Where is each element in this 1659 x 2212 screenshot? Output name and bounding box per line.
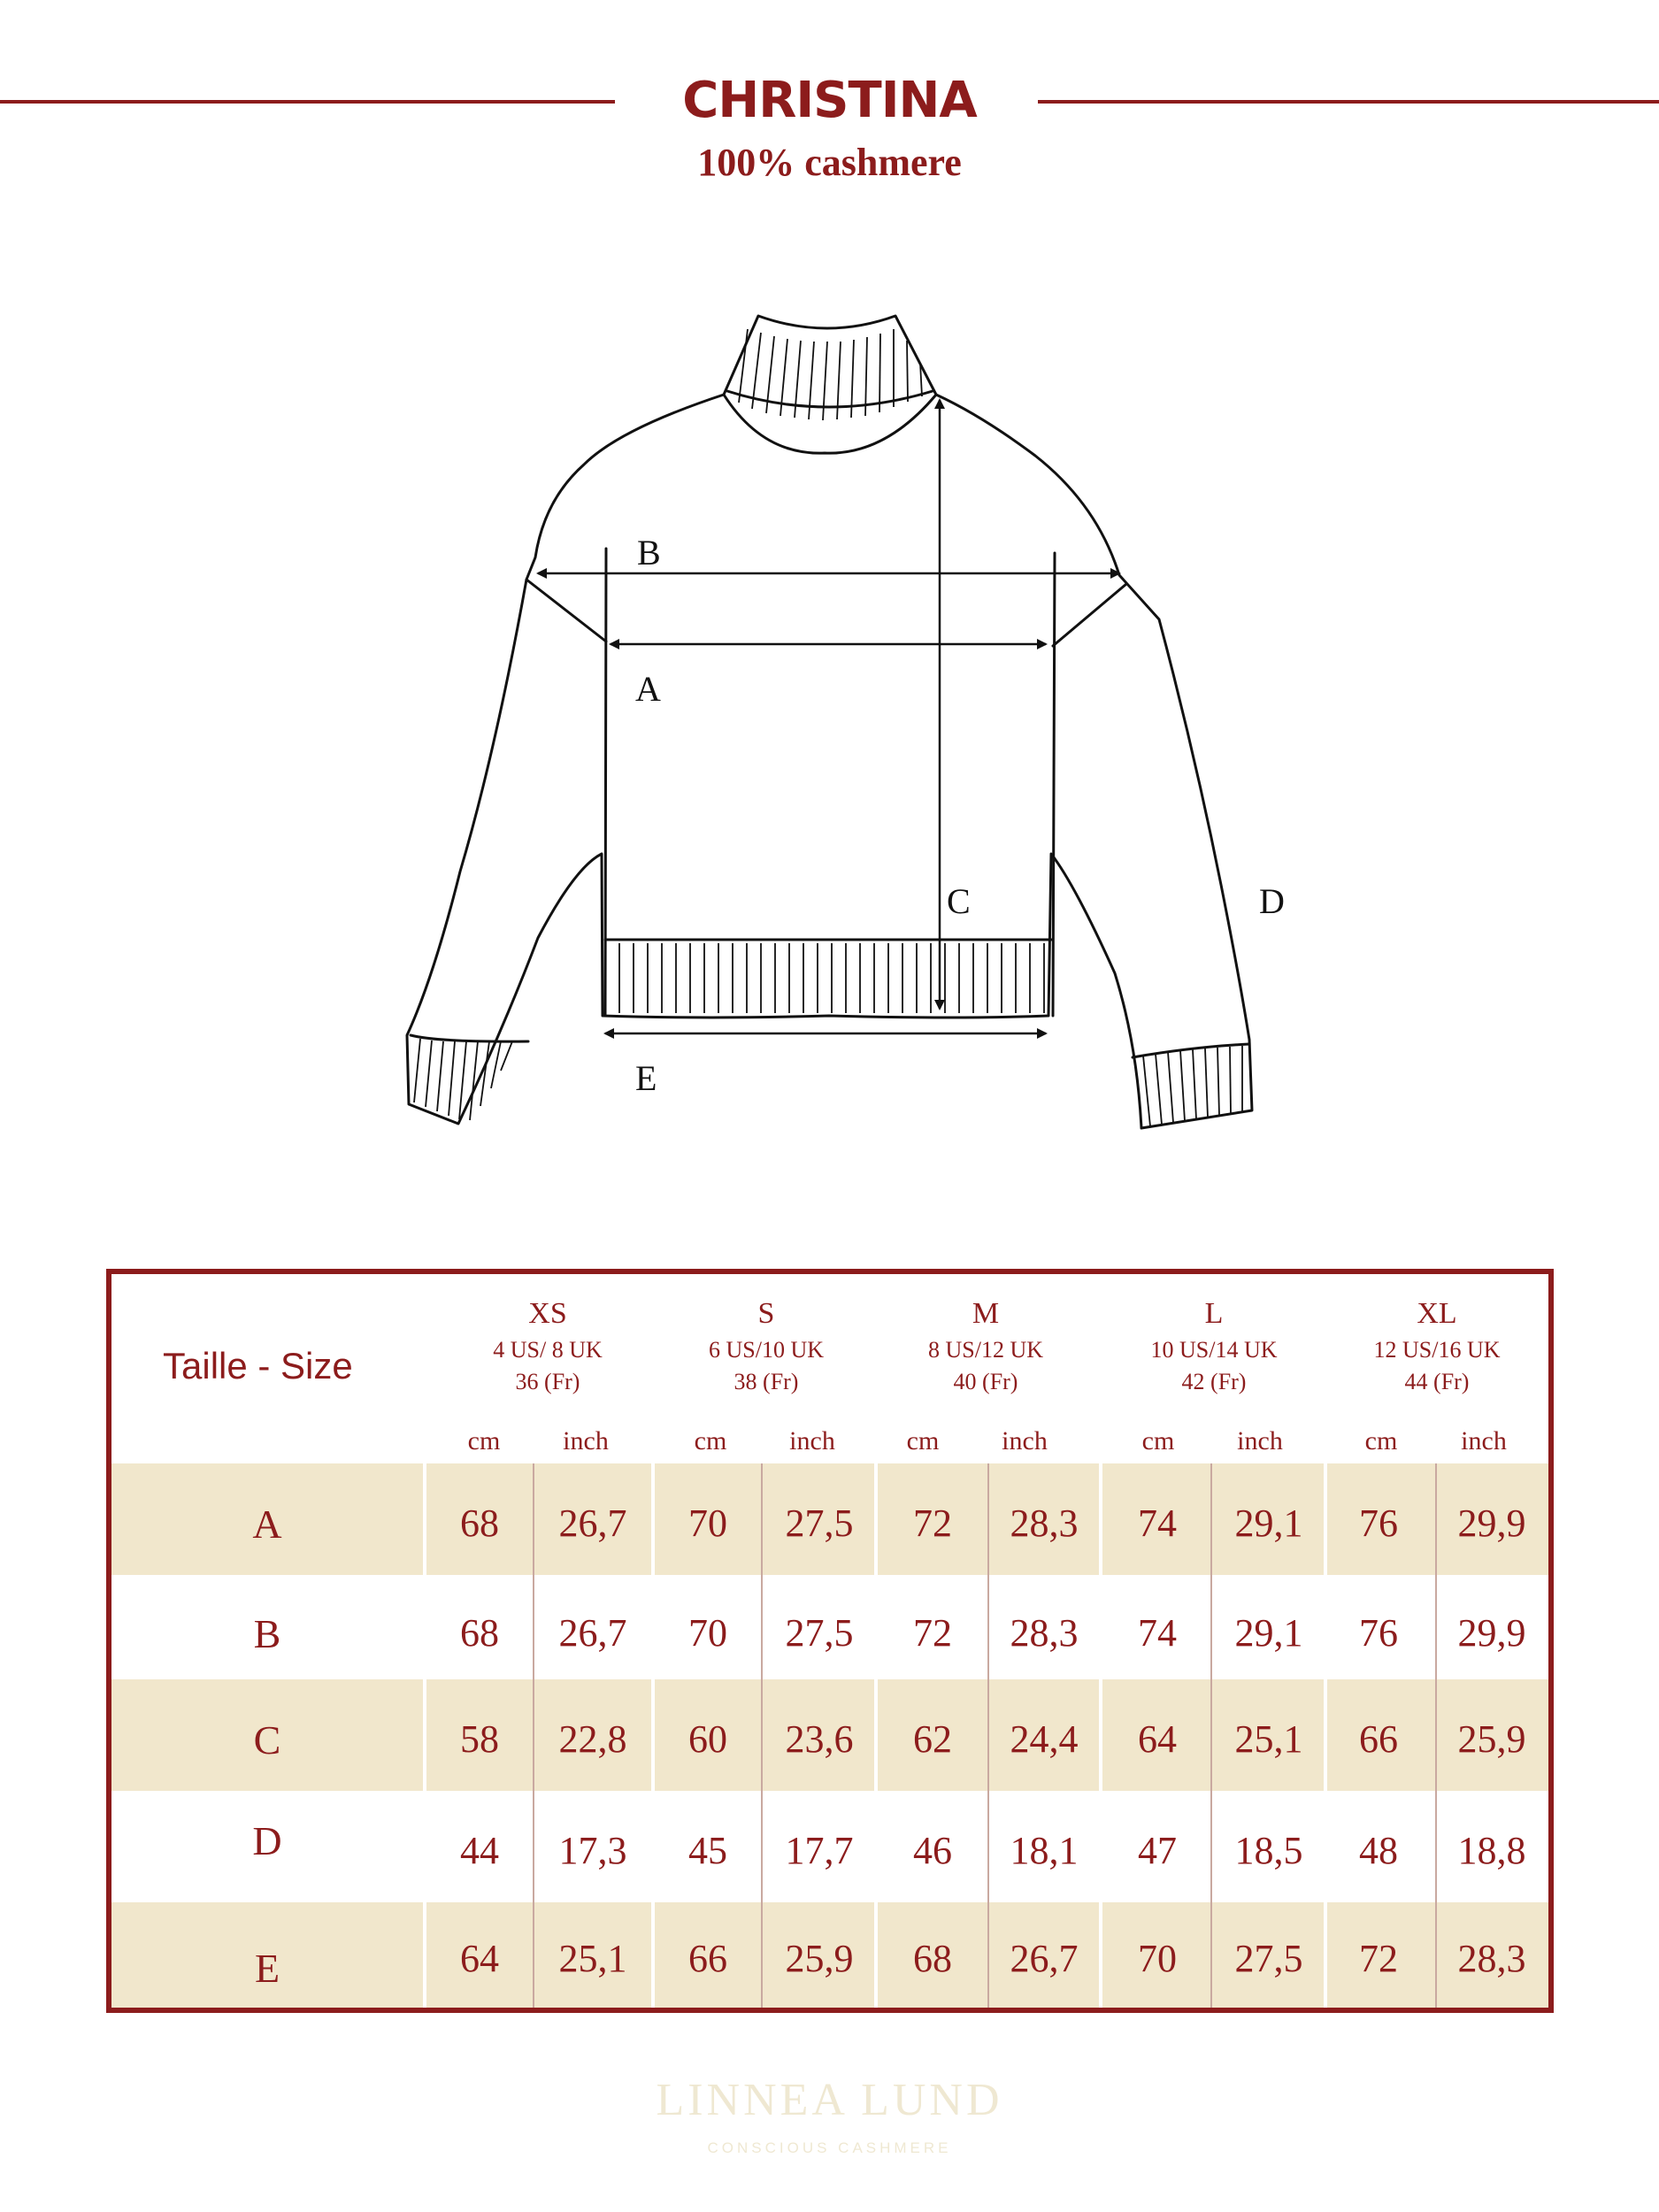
collar-fold bbox=[727, 391, 933, 407]
side-seam-right bbox=[1053, 553, 1055, 1016]
table-row bbox=[111, 1463, 1548, 1575]
size-conversion-fr: 44 (Fr) bbox=[1404, 1369, 1470, 1394]
measure-cell: 26,7 bbox=[1010, 1937, 1079, 1980]
armhole-right bbox=[1053, 584, 1126, 646]
measure-cell: 48 bbox=[1359, 1829, 1398, 1872]
measure-cell: 22,8 bbox=[558, 1717, 627, 1761]
size-conversion-fr: 40 (Fr) bbox=[953, 1369, 1018, 1394]
size-conversion-us-uk: 8 US/12 UK bbox=[927, 1337, 1043, 1363]
measure-cell: 29,1 bbox=[1234, 1502, 1303, 1545]
size-name: XL bbox=[1417, 1297, 1457, 1330]
measure-cell: 66 bbox=[1359, 1717, 1398, 1761]
measure-cell: 45 bbox=[688, 1829, 727, 1872]
measure-cell: 28,3 bbox=[1010, 1611, 1079, 1655]
measure-cell: 24,4 bbox=[1010, 1717, 1079, 1761]
brand-logo: LINNEA LUND bbox=[656, 2075, 1003, 2125]
size-conversion-us-uk: 6 US/10 UK bbox=[708, 1337, 824, 1363]
size-name: XS bbox=[528, 1297, 567, 1330]
product-material: 100% cashmere bbox=[697, 141, 962, 184]
cuff-left-top bbox=[411, 1035, 528, 1041]
ribbing-lines bbox=[414, 329, 1242, 1126]
unit-inch: inch bbox=[1002, 1426, 1048, 1455]
size-header-l bbox=[1103, 1299, 1325, 1398]
size-conversion-us-uk: 12 US/16 UK bbox=[1373, 1337, 1501, 1363]
measure-cell: 25,1 bbox=[1234, 1717, 1303, 1761]
measure-cell: 23,6 bbox=[785, 1717, 854, 1761]
measure-cell: 68 bbox=[913, 1937, 952, 1980]
measure-cell: 17,3 bbox=[558, 1829, 627, 1872]
measure-cell: 70 bbox=[688, 1502, 727, 1545]
size-header-m bbox=[875, 1299, 1096, 1398]
size-column-title: Taille - Size bbox=[163, 1345, 353, 1386]
row-label: A bbox=[252, 1502, 282, 1547]
measure-cell: 68 bbox=[460, 1611, 499, 1655]
measure-cell: 72 bbox=[913, 1611, 952, 1655]
measure-cell: 26,7 bbox=[558, 1611, 627, 1655]
measure-cell: 26,7 bbox=[558, 1502, 627, 1545]
table-row bbox=[111, 1679, 1548, 1791]
size-conversion-fr: 36 (Fr) bbox=[515, 1369, 580, 1394]
measure-cell: 62 bbox=[913, 1717, 952, 1761]
measure-cell: 29,1 bbox=[1234, 1611, 1303, 1655]
measure-cell: 74 bbox=[1138, 1611, 1177, 1655]
measure-cell: 76 bbox=[1359, 1611, 1398, 1655]
size-header-s bbox=[656, 1299, 877, 1398]
measure-cell: 18,1 bbox=[1010, 1829, 1079, 1872]
measure-cell: 58 bbox=[460, 1717, 499, 1761]
row-label: D bbox=[252, 1818, 282, 1863]
measure-cell: 27,5 bbox=[785, 1611, 854, 1655]
row-label: B bbox=[253, 1611, 281, 1656]
measure-cell: 17,7 bbox=[785, 1829, 854, 1872]
unit-cm: cm bbox=[1364, 1426, 1398, 1455]
measure-cell: 64 bbox=[460, 1937, 499, 1980]
unit-cm: cm bbox=[1141, 1426, 1175, 1455]
unit-cm: cm bbox=[906, 1426, 940, 1455]
unit-inch: inch bbox=[1461, 1426, 1507, 1455]
measure-cell: 25,9 bbox=[1457, 1717, 1526, 1761]
measure-cell: 64 bbox=[1138, 1717, 1177, 1761]
measure-cell: 47 bbox=[1138, 1829, 1177, 1872]
measure-cell: 72 bbox=[913, 1502, 952, 1545]
product-title: CHRISTINA bbox=[682, 72, 977, 129]
unit-inch: inch bbox=[563, 1426, 609, 1455]
size-name: M bbox=[972, 1297, 1000, 1330]
table-row bbox=[111, 1791, 1548, 1902]
armhole-left bbox=[526, 580, 606, 641]
dimension-label-a: A bbox=[635, 669, 661, 709]
measure-cell: 28,3 bbox=[1457, 1937, 1526, 1980]
dimension-label-c: C bbox=[947, 881, 971, 921]
measure-cell: 70 bbox=[688, 1611, 727, 1655]
dimension-label-e: E bbox=[635, 1058, 657, 1098]
unit-cm: cm bbox=[467, 1426, 501, 1455]
measure-cell: 29,9 bbox=[1457, 1611, 1526, 1655]
size-conversion-fr: 42 (Fr) bbox=[1181, 1369, 1247, 1394]
measure-cell: 28,3 bbox=[1010, 1502, 1079, 1545]
measure-cell: 25,9 bbox=[785, 1937, 854, 1980]
dimension-label-d: D bbox=[1259, 881, 1285, 921]
row-label: E bbox=[254, 1946, 280, 1991]
measure-cell: 18,8 bbox=[1457, 1829, 1526, 1872]
unit-inch: inch bbox=[789, 1426, 835, 1455]
table-row bbox=[111, 1902, 1548, 2008]
table-row bbox=[111, 1575, 1548, 1679]
measure-cell: 27,5 bbox=[785, 1502, 854, 1545]
unit-inch: inch bbox=[1237, 1426, 1283, 1455]
measure-cell: 68 bbox=[460, 1502, 499, 1545]
measure-cell: 70 bbox=[1138, 1937, 1177, 1980]
measure-cell: 27,5 bbox=[1234, 1937, 1303, 1980]
body-outline bbox=[407, 395, 1252, 1128]
measure-cell: 76 bbox=[1359, 1502, 1398, 1545]
row-label: C bbox=[253, 1717, 281, 1763]
measure-cell: 72 bbox=[1359, 1937, 1398, 1980]
brand-tagline: CONSCIOUS CASHMERE bbox=[707, 2139, 952, 2156]
measure-cell: 74 bbox=[1138, 1502, 1177, 1545]
measure-cell: 60 bbox=[688, 1717, 727, 1761]
measure-cell: 66 bbox=[688, 1937, 727, 1980]
measure-cell: 29,9 bbox=[1457, 1502, 1526, 1545]
measure-cell: 25,1 bbox=[558, 1937, 627, 1980]
measure-cell: 46 bbox=[913, 1829, 952, 1872]
size-name: L bbox=[1204, 1297, 1224, 1330]
size-header-xs bbox=[437, 1299, 658, 1398]
measure-cell: 18,5 bbox=[1234, 1829, 1303, 1872]
side-seam-left bbox=[605, 549, 606, 1016]
size-conversion-fr: 38 (Fr) bbox=[733, 1369, 799, 1394]
measure-cell: 44 bbox=[460, 1829, 499, 1872]
size-conversion-us-uk: 10 US/14 UK bbox=[1150, 1337, 1278, 1363]
size-name: S bbox=[757, 1297, 775, 1330]
unit-cm: cm bbox=[694, 1426, 727, 1455]
size-conversion-us-uk: 4 US/ 8 UK bbox=[493, 1337, 603, 1363]
dimension-label-b: B bbox=[637, 533, 661, 572]
size-header-xl bbox=[1326, 1299, 1548, 1398]
cuff-right-top bbox=[1133, 1044, 1249, 1057]
